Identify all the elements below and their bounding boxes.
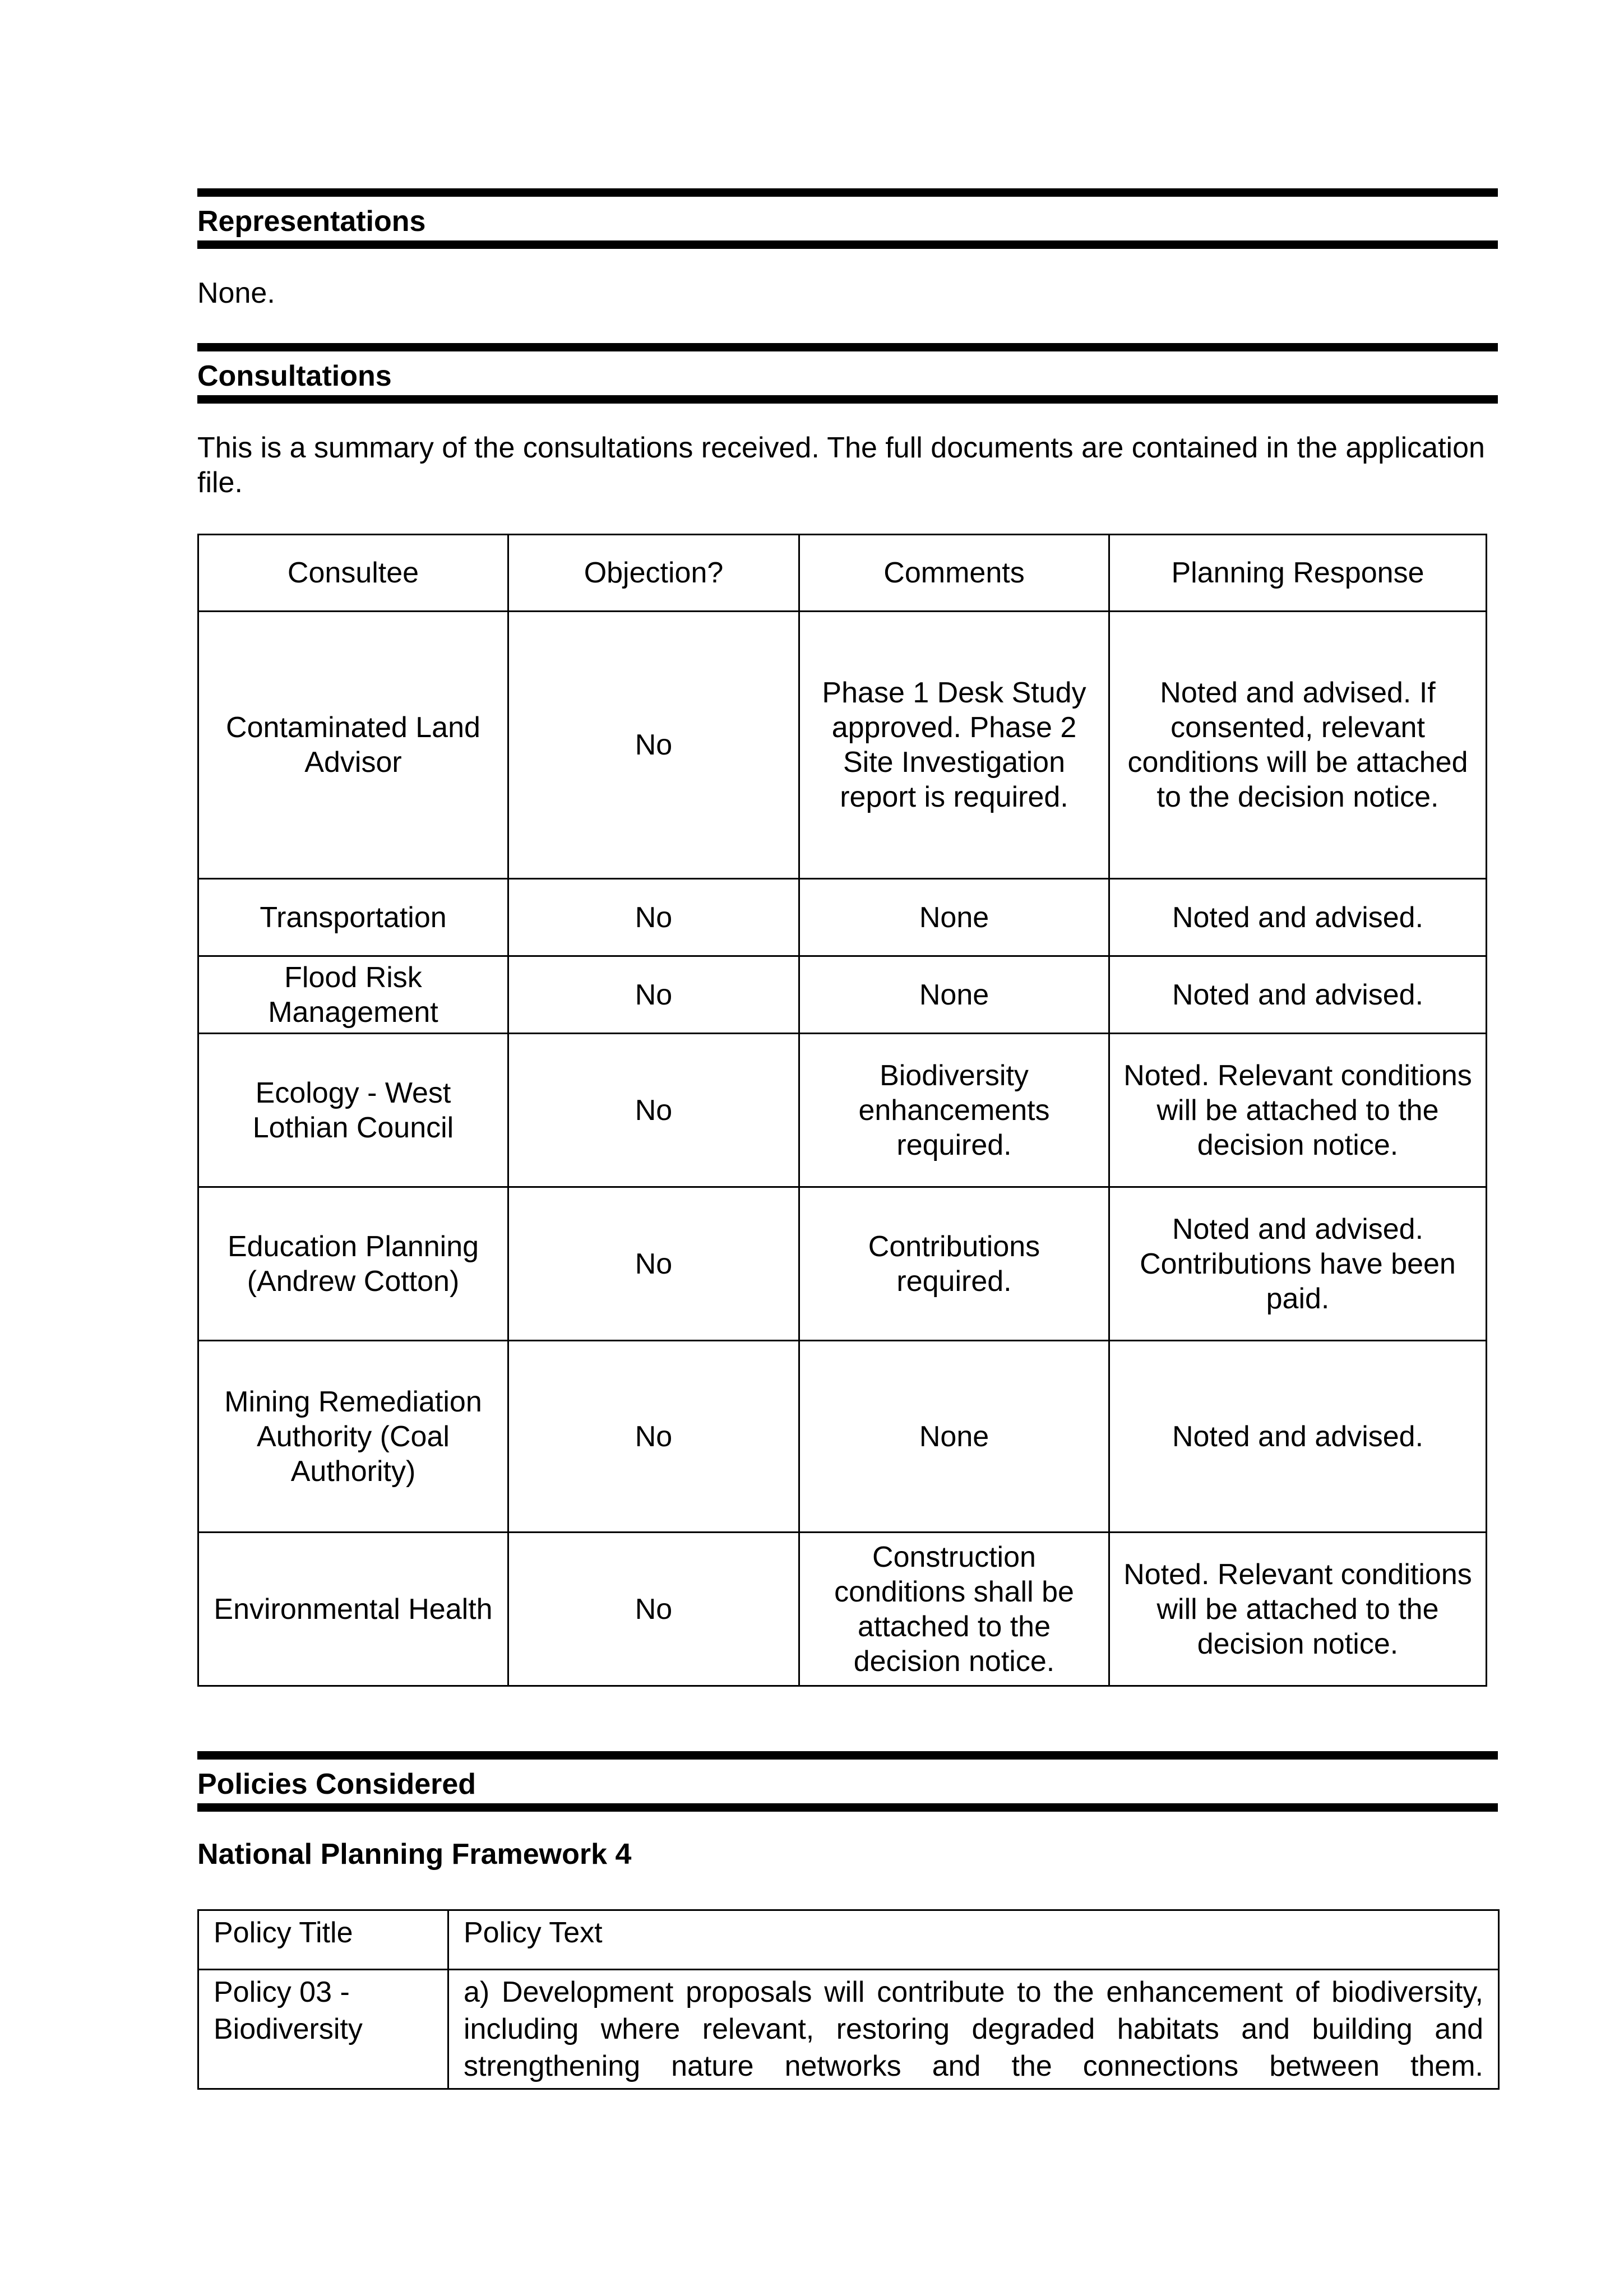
consultations-heading: Consultations	[197, 360, 392, 392]
response-cell: Noted. Relevant conditions will be attached to the decision notice.	[1109, 1533, 1487, 1686]
representations-heading: Representations	[197, 205, 426, 238]
table-row	[198, 956, 1487, 1034]
objection-cell: No	[508, 1341, 799, 1533]
representations-heading-bar	[197, 188, 1498, 249]
policies-heading: Policies Considered	[197, 1768, 476, 1800]
representations-body: None.	[197, 277, 275, 309]
consultee-cell: Environmental Health	[198, 1533, 508, 1686]
consultations-heading-bar	[197, 343, 1498, 404]
comments-cell: Biodiversity enhancements required.	[799, 1034, 1109, 1187]
comments-cell: Contributions required.	[799, 1187, 1109, 1341]
consultations-intro: This is a summary of the consultations received. The full documents are contained in the application file.	[197, 432, 1485, 499]
policy-table	[197, 1909, 1500, 2090]
column-header-planning-response: Planning Response	[1109, 535, 1487, 612]
comments-cell: None	[799, 1341, 1109, 1533]
response-cell: Noted and advised.	[1109, 956, 1487, 1034]
consultee-cell: Flood Risk Management	[198, 956, 508, 1034]
column-header-policy-title: Policy Title	[198, 1910, 448, 1970]
policies-subheading: National Planning Framework 4	[197, 1838, 632, 1871]
consultee-cell: Education Planning (Andrew Cotton)	[198, 1187, 508, 1341]
table-row	[198, 612, 1487, 879]
policy-text-cell: a) Development proposals will contribute to the enhancement of biodiversity, including where relevant, restoring degraded habitats and building and strengthening nature networks and the connections between them.	[448, 1970, 1499, 2089]
column-header-policy-text: Policy Text	[448, 1910, 1499, 1970]
comments-cell: None	[799, 879, 1109, 956]
objection-cell: No	[508, 1533, 799, 1686]
response-cell: Noted. Relevant conditions will be attached to the decision notice.	[1109, 1034, 1487, 1187]
table-row	[198, 1034, 1487, 1187]
table-row	[198, 1533, 1487, 1686]
response-cell: Noted and advised.	[1109, 879, 1487, 956]
response-cell: Noted and advised.	[1109, 1341, 1487, 1533]
objection-cell: No	[508, 1034, 799, 1187]
response-cell: Noted and advised. If consented, relevant conditions will be attached to the decision notice.	[1109, 612, 1487, 879]
column-header-objection: Objection?	[508, 535, 799, 612]
objection-cell: No	[508, 1187, 799, 1341]
table-row	[198, 1187, 1487, 1341]
comments-cell: Construction conditions shall be attached to the decision notice.	[799, 1533, 1109, 1686]
column-header-comments: Comments	[799, 535, 1109, 612]
comments-cell: None	[799, 956, 1109, 1034]
consultee-cell: Contaminated Land Advisor	[198, 612, 508, 879]
consultee-cell: Mining Remediation Authority (Coal Authority)	[198, 1341, 508, 1533]
objection-cell: No	[508, 956, 799, 1034]
table-row	[198, 879, 1487, 956]
consultations-table	[197, 534, 1487, 1687]
table-header-row	[198, 535, 1487, 612]
policies-heading-bar	[197, 1751, 1498, 1812]
objection-cell: No	[508, 879, 799, 956]
policy-title-cell: Policy 03 - Biodiversity	[198, 1970, 448, 2089]
objection-cell: No	[508, 612, 799, 879]
consultee-cell: Ecology - West Lothian Council	[198, 1034, 508, 1187]
table-row	[198, 1341, 1487, 1533]
comments-cell: Phase 1 Desk Study approved. Phase 2 Site Investigation report is required.	[799, 612, 1109, 879]
response-cell: Noted and advised. Contributions have been paid.	[1109, 1187, 1487, 1341]
column-header-consultee: Consultee	[198, 535, 508, 612]
policy-header-row	[198, 1910, 1499, 1970]
consultee-cell: Transportation	[198, 879, 508, 956]
table-row	[198, 1970, 1499, 2089]
